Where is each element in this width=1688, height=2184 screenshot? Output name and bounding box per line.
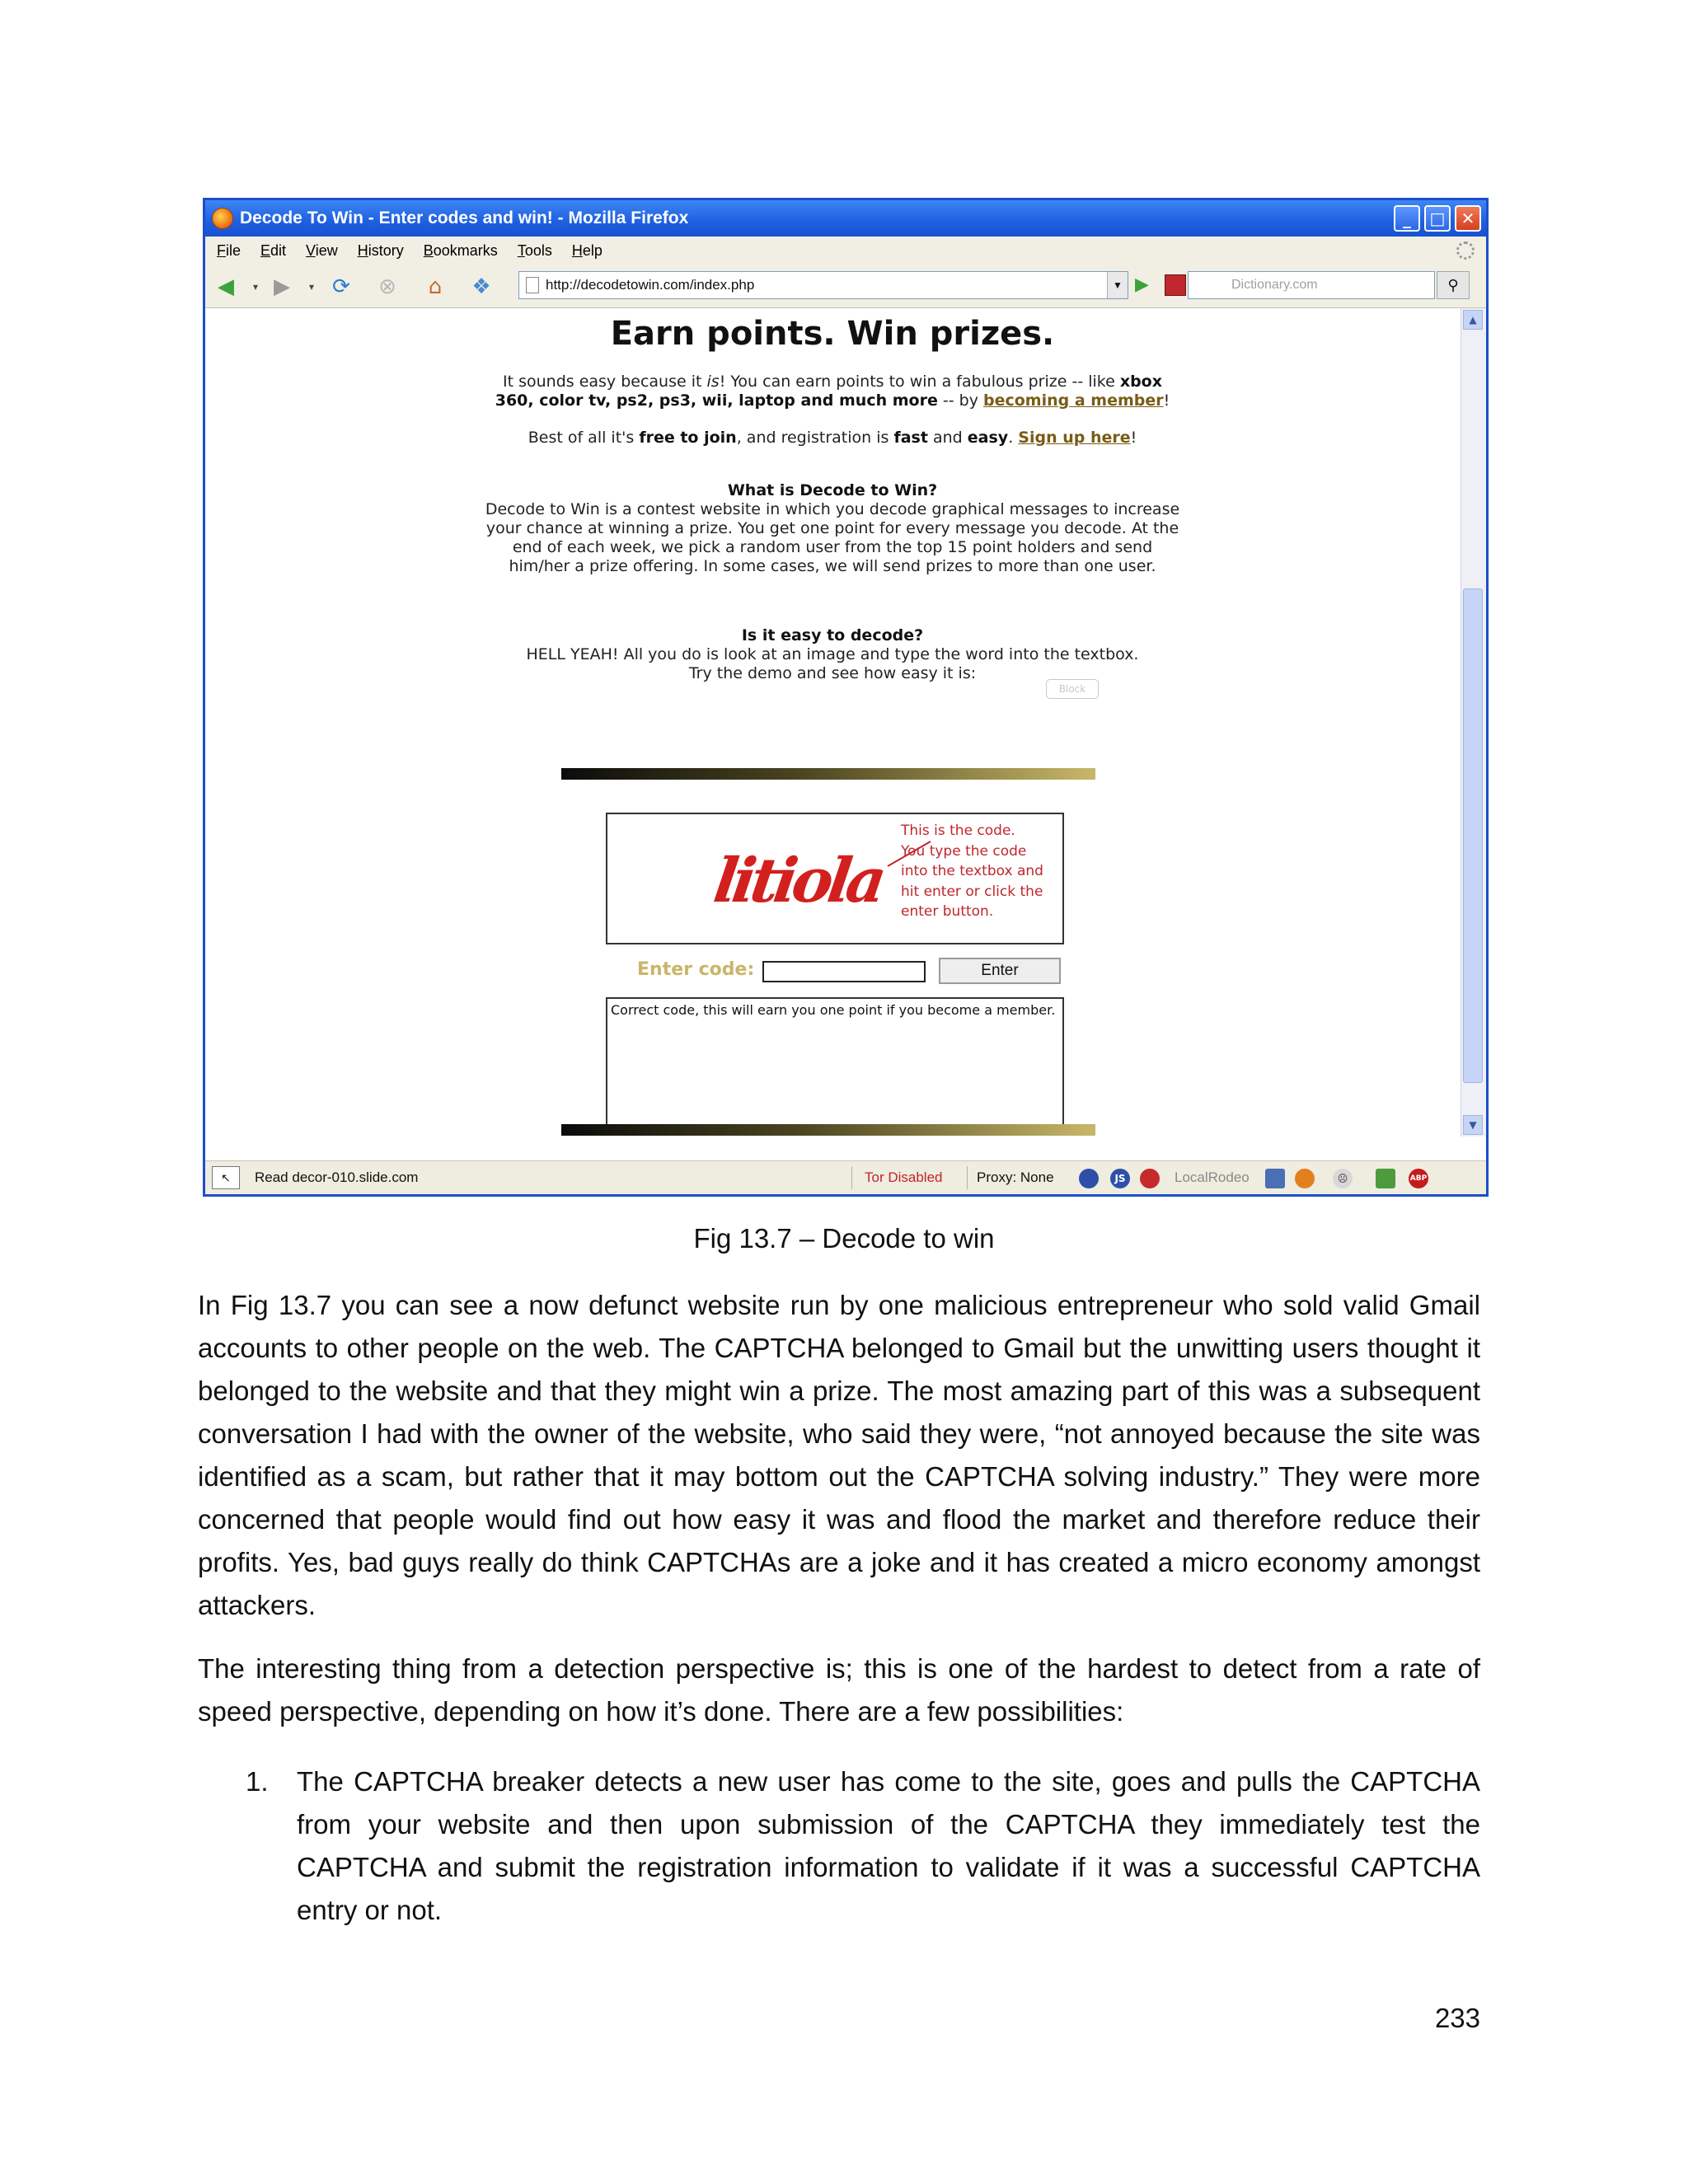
page-number: 233 [1434, 2003, 1480, 2033]
free-to-join-line: Best of all it's free to join, and registration is fast and easy. Sign up here! [528, 429, 1137, 447]
captcha-note: This is the code. You type the code into the textbox and hit enter or click the enter button. [901, 823, 1043, 920]
becoming-member-link[interactable]: becoming a member [983, 391, 1164, 410]
minimize-button[interactable]: _ [1394, 205, 1420, 232]
browser-screenshot [203, 198, 1489, 1197]
back-dropdown-icon[interactable]: ▾ [252, 281, 259, 293]
intro-line-2: 360, color tv, ps2, ps3, wii, laptop and much more -- by becoming a member! [495, 391, 1170, 410]
result-textbox[interactable]: Correct code, this will earn you one point if you become a member. [606, 997, 1064, 1129]
status-bar [205, 1160, 1486, 1194]
menu-edit[interactable]: Edit [260, 241, 287, 259]
forward-dropdown-icon[interactable]: ▾ [308, 281, 315, 293]
page-icon [526, 277, 539, 293]
what-line-3: end of each week, we pick a random user from the top 15 point holders and send [512, 538, 1153, 556]
enter-button[interactable]: Enter [939, 958, 1061, 984]
reload-icon[interactable]: ⟳ [332, 274, 350, 299]
web-page [205, 308, 1460, 1137]
easy-line-1: HELL YEAH! All you do is look at an image and type the word into the textbox. [526, 645, 1139, 663]
search-box[interactable] [1188, 271, 1435, 299]
firefox-tray-icon[interactable] [1295, 1169, 1315, 1188]
back-arrow-icon[interactable]: ◀ [218, 274, 234, 299]
adblock-icon[interactable]: ABP [1409, 1169, 1428, 1188]
window-title: Decode To Win - Enter codes and win! - Mozilla Firefox [240, 209, 689, 227]
localrodeo-label[interactable]: LocalRodeo [1175, 1169, 1250, 1185]
url-dropdown-icon[interactable]: ▼ [1107, 272, 1128, 298]
proxy-status[interactable]: Proxy: None [977, 1169, 1054, 1185]
intro-line-1: It sounds easy because it is! You can earn points to win a fabulous prize -- like xbox [503, 373, 1162, 391]
status-pointer-icon: ↖ [212, 1166, 240, 1189]
maximize-button[interactable]: □ [1424, 205, 1451, 232]
menu-history[interactable]: History [357, 241, 404, 259]
status-separator [851, 1166, 852, 1189]
face-icon[interactable]: ☹ [1333, 1169, 1353, 1188]
url-text: http://decodetowin.com/index.php [546, 277, 755, 293]
url-bar[interactable] [518, 271, 1128, 299]
top-gradient-bar [561, 768, 1095, 780]
menu-tools[interactable]: Tools [517, 241, 552, 259]
menu-help[interactable]: Help [571, 241, 603, 259]
status-separator [967, 1166, 968, 1189]
extension-icon[interactable]: ❖ [471, 274, 491, 299]
tor-status[interactable]: Tor Disabled [865, 1169, 943, 1185]
menu-file[interactable]: File [217, 241, 241, 259]
bottom-gradient-bar [561, 1124, 1095, 1136]
code-input[interactable] [762, 961, 926, 982]
noscript-icon[interactable] [1140, 1169, 1160, 1188]
search-placeholder: Dictionary.com [1231, 278, 1318, 292]
sign-up-link[interactable]: Sign up here [1018, 429, 1131, 447]
dictionary-engine-icon[interactable] [1165, 274, 1186, 296]
list-item-number: 1. [246, 1766, 269, 1797]
figure-caption: Fig 13.7 – Decode to win [693, 1223, 995, 1254]
go-arrow-icon[interactable]: ▶ [1135, 274, 1149, 295]
stop-icon[interactable]: ⊗ [378, 274, 396, 299]
block-button[interactable]: Block [1046, 679, 1099, 699]
close-button[interactable]: ✕ [1455, 205, 1481, 232]
bars-icon[interactable] [1265, 1169, 1285, 1188]
globe-icon[interactable] [1079, 1169, 1099, 1188]
easy-line-2: Try the demo and see how easy it is: [688, 664, 977, 682]
status-text: Read decor-010.slide.com [255, 1169, 419, 1185]
list-item-text: The CAPTCHA breaker detects a new user has come to the site, goes and pulls the CAPTCHA from your website and then upon submission of the CAPTCHA they immediately test the CAPTCHA and submit the registration information to validate if it was a successful CAPTCHA entry or not. [297, 1766, 1480, 1925]
throbber-icon [1456, 241, 1475, 260]
paragraph-1: In Fig 13.7 you can see a now defunct website run by one malicious entrepreneur who sold valid Gmail accounts to other people on the web. The CAPTCHA belonged to Gmail but the unwitting users thought it belonged to the website and that they might win a prize. The most amazing part of this was a subsequent conversation I had with the owner of the website, who said they were, “not annoyed because the site was identified as a scam, but rather that it may bottom out the CAPTCHA solving industry.” They were more concerned that people would find out how easy it was and flood the market and therefore reduce their profits. Yes, bad guys really do think CAPTCHAs are a joke and it has created a micro economy amongst attackers. [198, 1290, 1480, 1620]
menu-view[interactable]: View [306, 241, 338, 259]
scroll-down-icon[interactable]: ▼ [1463, 1115, 1483, 1135]
window-titlebar [205, 200, 1486, 237]
what-heading: What is Decode to Win? [727, 481, 938, 499]
scroll-thumb[interactable] [1463, 588, 1483, 1083]
search-icon[interactable]: ⚲ [1437, 271, 1470, 299]
paragraph-2: The interesting thing from a detection perspective is; this is one of the hardest to detect from a rate of speed perspective, depending on how it’s done. There are a few possibilities: [198, 1653, 1480, 1727]
what-line-4: him/her a prize offering. In some cases, we will send prizes to more than one user. [509, 557, 1156, 575]
what-line-1: Decode to Win is a contest website in which you decode graphical messages to increase [485, 500, 1180, 518]
javascript-icon[interactable]: JS [1110, 1169, 1130, 1188]
easy-heading: Is it easy to decode? [741, 626, 924, 644]
what-line-2: your chance at winning a prize. You get one point for every message you decode. At the [485, 519, 1179, 537]
enter-code-label: Enter code: [637, 959, 755, 980]
navigation-toolbar [205, 265, 1486, 308]
page-heading: Earn points. Win prizes. [610, 315, 1055, 353]
menu-bar [205, 237, 1486, 265]
vertical-scrollbar[interactable] [1461, 308, 1486, 1137]
greasemonkey-icon[interactable] [1376, 1169, 1395, 1188]
window-controls [1394, 205, 1481, 232]
menu-bookmarks[interactable]: Bookmarks [423, 241, 498, 259]
home-icon[interactable]: ⌂ [428, 274, 443, 299]
forward-arrow-icon[interactable]: ▶ [274, 274, 290, 299]
firefox-icon [212, 208, 233, 229]
captcha-image [606, 813, 1064, 944]
captcha-word: litiola [709, 846, 886, 916]
scroll-up-icon[interactable]: ▲ [1463, 310, 1483, 330]
